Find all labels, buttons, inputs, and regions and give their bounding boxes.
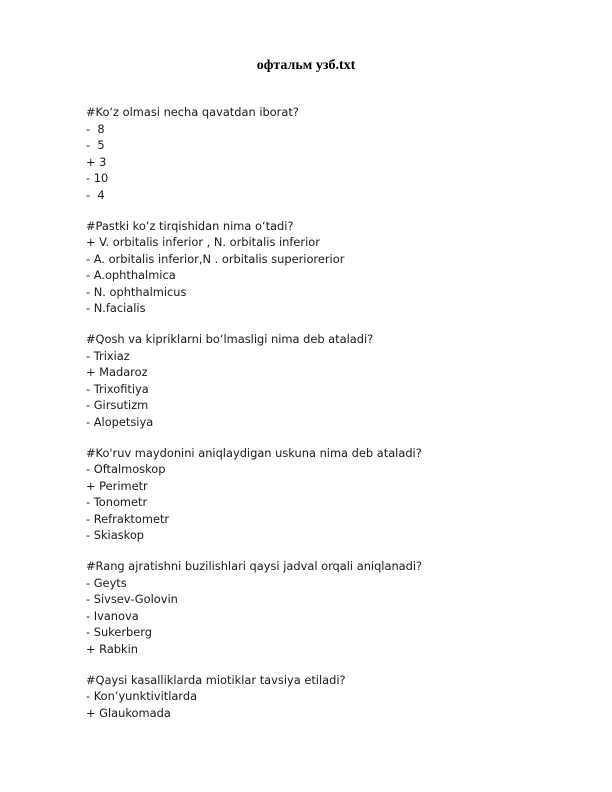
question-block-1 <box>86 104 566 203</box>
question-block-6 <box>86 672 566 722</box>
answer-option: + Perimetr <box>86 478 148 493</box>
question-block-5 <box>86 558 566 657</box>
question-list <box>86 104 566 736</box>
answer-option: - Alopetsiya <box>86 414 154 429</box>
answer-option: + Glaukomada <box>86 705 171 720</box>
question-text: #Qosh va kipriklarni bo‘lmasligi nima deb ataladi? <box>86 332 374 346</box>
answer-option: + Madaroz <box>86 365 148 379</box>
document-title: офтальм узб.txt <box>256 58 356 73</box>
answer-option: - N. ophthalmicus <box>86 284 187 299</box>
question-text: #Ko‘z olmasi necha qavatdan iborat? <box>86 105 299 119</box>
answer-option: - Sukerberg <box>86 625 153 639</box>
answer-option: - Trixofitiya <box>86 381 149 396</box>
answer-option: - Girsutizm <box>86 398 149 412</box>
answer-option: - Refraktometr <box>86 511 170 526</box>
answer-option: + V. orbitalis inferior , N. orbitalis inferior <box>86 235 320 249</box>
answer-option: - 4 <box>86 187 105 202</box>
answer-option: + Rabkin <box>86 641 139 656</box>
question-block-3 <box>86 331 566 430</box>
answer-option: - 8 <box>86 121 105 136</box>
question-block-4 <box>86 445 566 544</box>
question-block-2 <box>86 218 566 317</box>
answer-option: - 10 <box>86 171 109 185</box>
answer-option: - Tonometr <box>86 495 148 509</box>
answer-option: - N.facialis <box>86 301 146 315</box>
answer-option: - Skiaskop <box>86 528 145 542</box>
question-text: #Rang ajratishni buzilishlari qaysi jadval orqali aniqlanadi? <box>86 559 423 573</box>
answer-option: - Geyts <box>86 575 127 590</box>
question-text: #Qaysi kasalliklarda miotiklar tavsiya etiladi? <box>86 672 346 687</box>
answer-option: - Ivanova <box>86 608 139 623</box>
answer-option: - A. orbitalis inferior,N . orbitalis superiorerior <box>86 251 345 266</box>
answer-option: - Kon’yunktivitlarda <box>86 689 198 703</box>
answer-option: - Sivsev-Golovin <box>86 592 178 606</box>
question-text: #Pastki ko‘z tirqishidan nima o‘tadi? <box>86 218 294 233</box>
answer-option: - A.ophthalmica <box>86 268 176 282</box>
answer-option: - Trixiaz <box>86 348 130 363</box>
answer-option: - Oftalmoskop <box>86 462 166 476</box>
answer-option: - 5 <box>86 138 105 152</box>
answer-option: + 3 <box>86 154 107 169</box>
question-text: #Ko'ruv maydonini aniqlaydigan uskuna nima deb ataladi? <box>86 445 422 460</box>
